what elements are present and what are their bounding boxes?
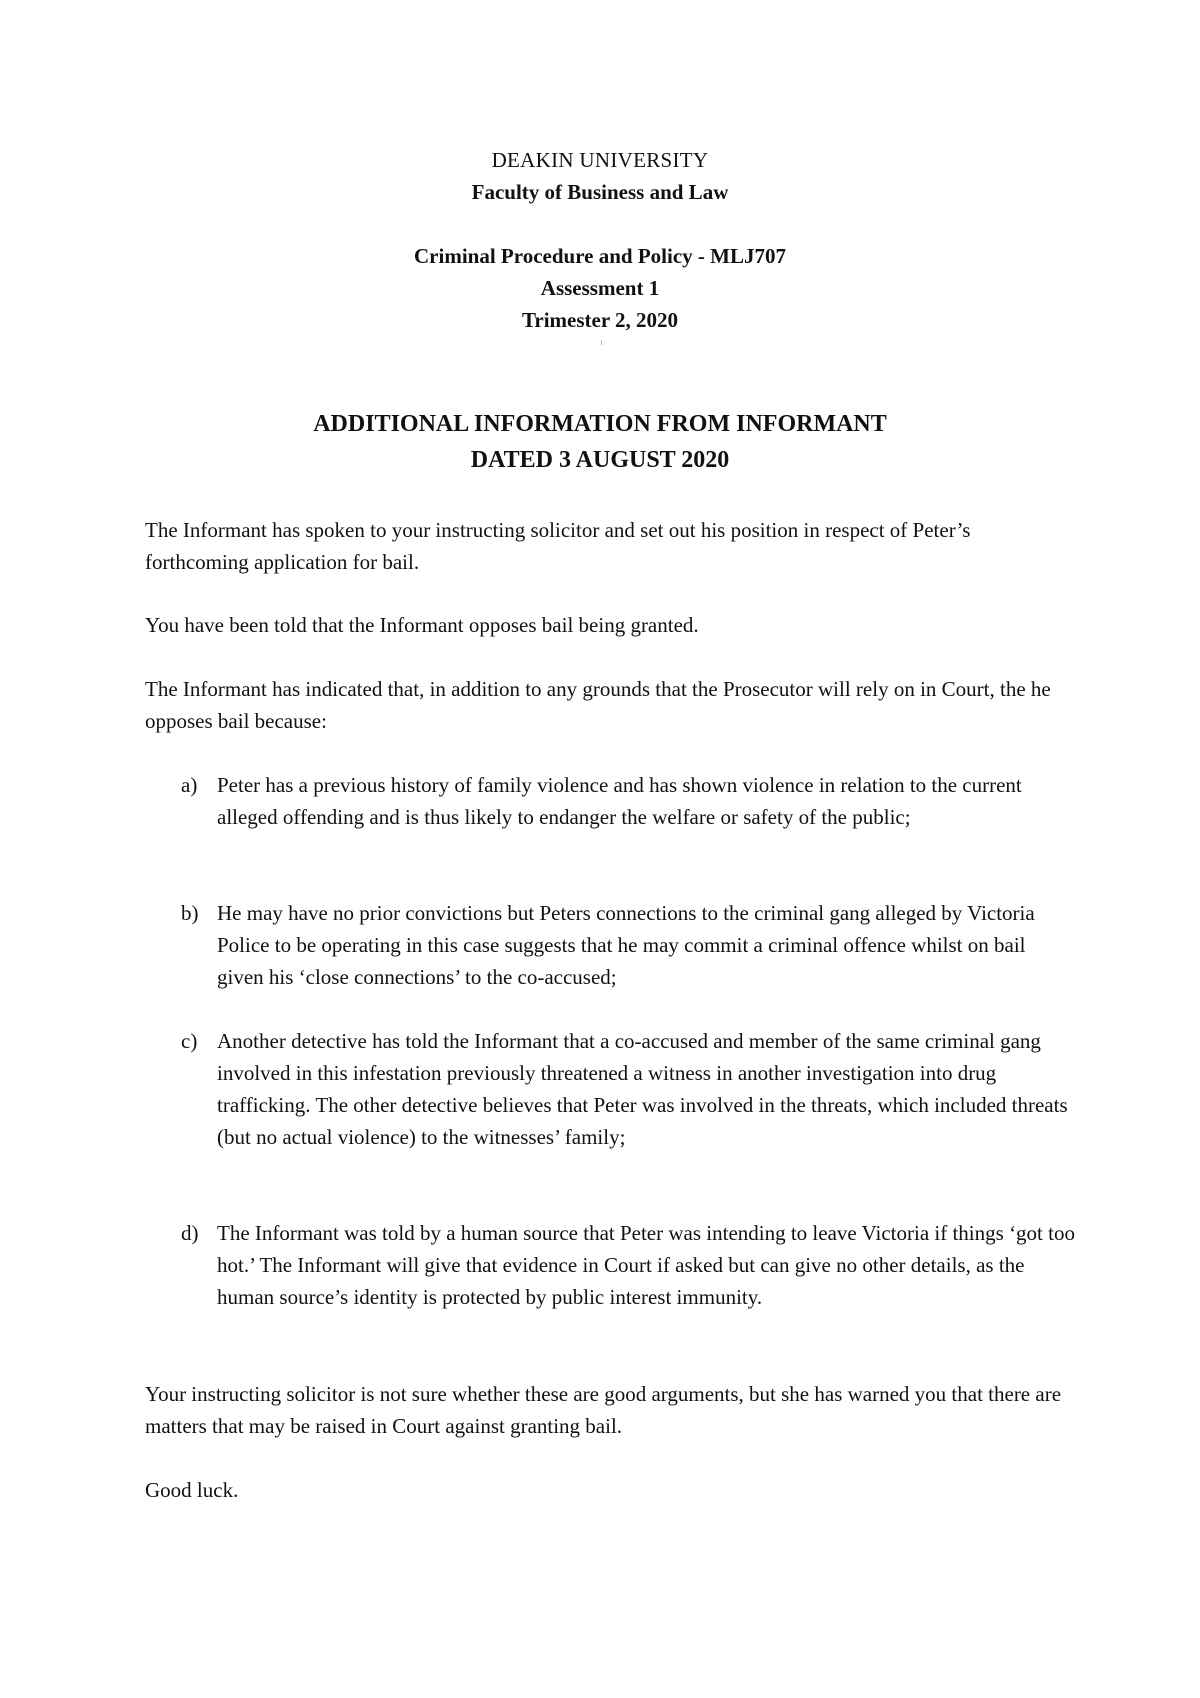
- course-title: Criminal Procedure and Policy - MLJ707: [414, 244, 786, 268]
- trimester-label: Trimester 2, 2020: [521, 308, 679, 332]
- stray-mark: [601, 340, 602, 345]
- assessment-label: Assessment 1: [540, 276, 660, 300]
- list-item-text: He may have no prior convictions but Peters connections to the criminal gang alleged by Victoria Police to be operating in this case suggests that he may commit a criminal offence whilst on bail given his ‘close connections’ to the co-accused;: [217, 901, 1035, 989]
- list-marker: b): [181, 901, 199, 925]
- list-item-text: The Informant was told by a human source that Peter was intending to leave Victoria if things ‘got too hot.’ The Informant will give that evidence in Court if asked but can give no other details, as the human source’s identity is protected by public interest immunity.: [217, 1221, 1075, 1309]
- list-marker: d): [181, 1221, 199, 1245]
- paragraph-indicated: The Informant has indicated that, in addition to any grounds that the Prosecutor will rely on in Court, the he opposes bail because:: [145, 677, 1051, 733]
- list-marker: a): [181, 773, 198, 797]
- faculty-name: Faculty of Business and Law: [471, 180, 729, 204]
- paragraph-intro: The Informant has spoken to your instructing solicitor and set out his position in respect of Peter’s forthcoming application for bail.: [145, 518, 971, 574]
- list-item-text: Peter has a previous history of family violence and has shown violence in relation to the current alleged offending and is thus likely to endanger the welfare or safety of the public;: [217, 773, 1022, 829]
- paragraph-closing: Good luck.: [145, 1478, 239, 1502]
- document-title-line-1: ADDITIONAL INFORMATION FROM INFORMANT: [313, 411, 887, 437]
- paragraph-told: You have been told that the Informant opposes bail being granted.: [145, 613, 699, 637]
- university-name: DEAKIN UNIVERSITY: [491, 148, 709, 172]
- document-title-line-2: DATED 3 AUGUST 2020: [470, 447, 730, 473]
- list-marker: c): [181, 1029, 198, 1053]
- paragraph-solicitor: Your instructing solicitor is not sure whether these are good arguments, but she has warned you that there are matters that may be raised in Court against granting bail.: [145, 1382, 1062, 1438]
- list-item-text: Another detective has told the Informant that a co-accused and member of the same criminal gang involved in this infestation previously threatened a witness in another investigation into drug trafficking. The other detective believes that Peter was involved in the threats, which included threats (but no actual violence) to the witnesses’ family;: [217, 1029, 1068, 1149]
